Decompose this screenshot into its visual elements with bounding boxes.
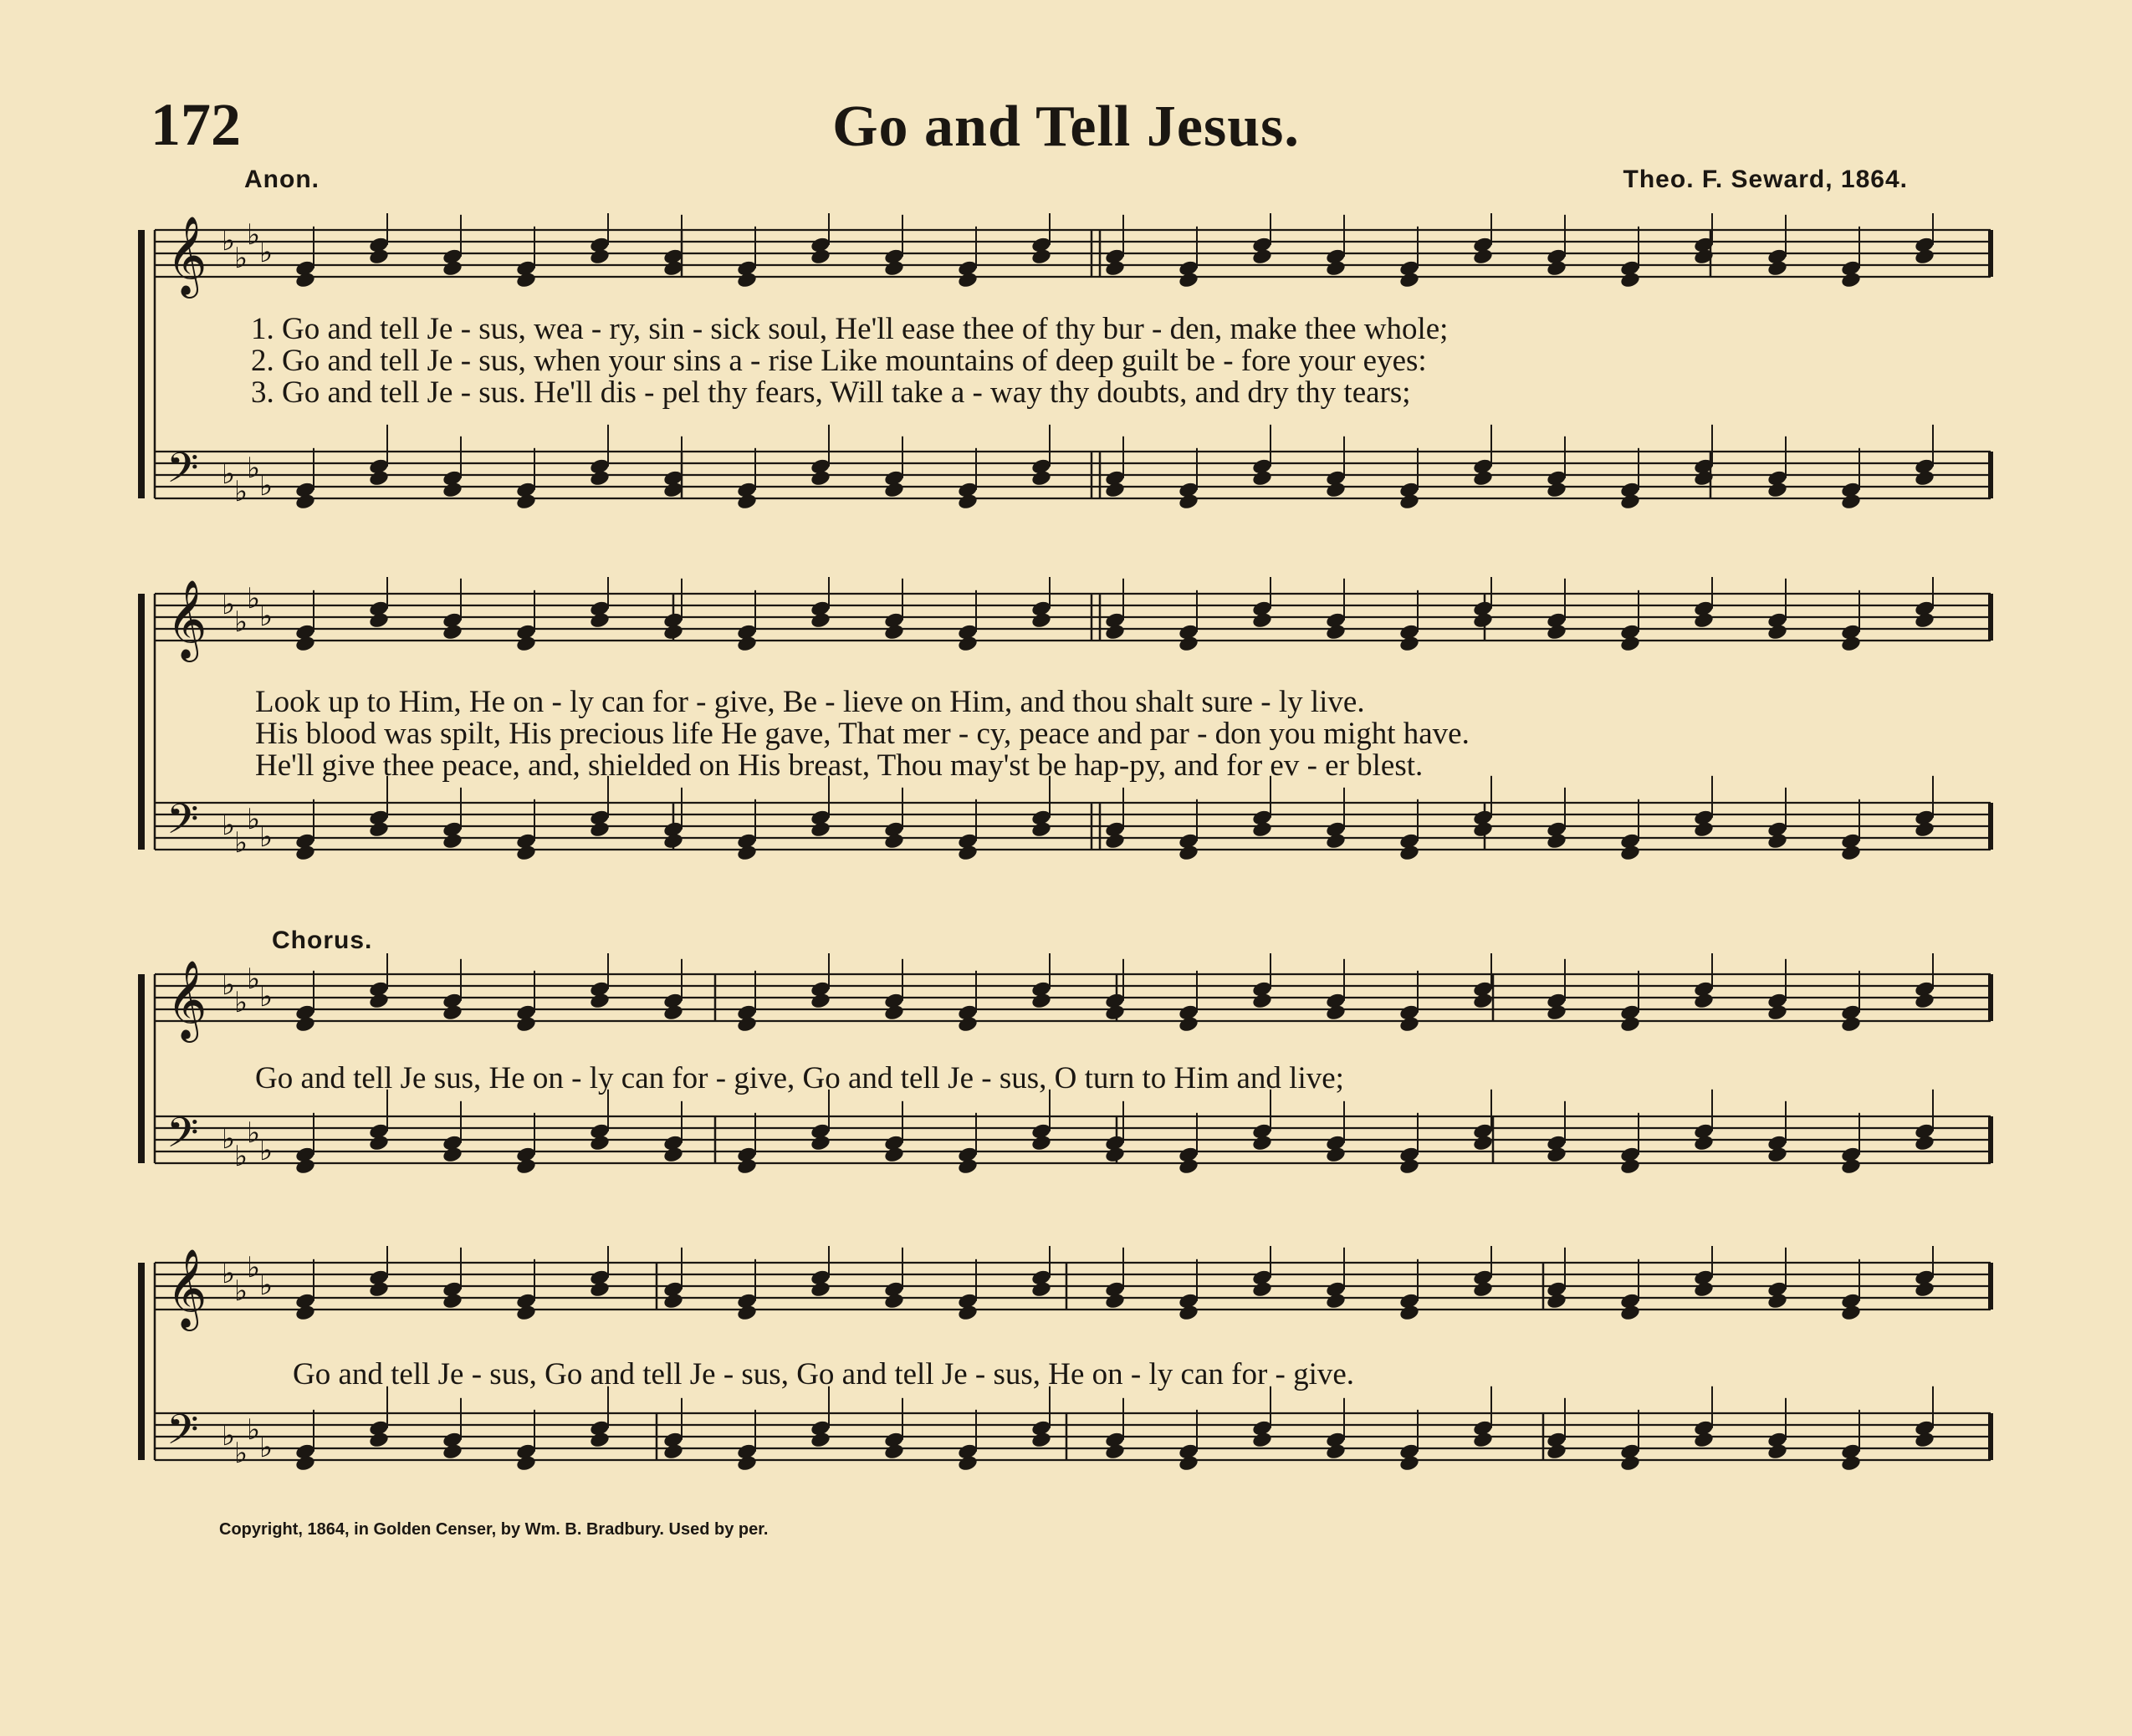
note-head — [294, 635, 316, 653]
note-head — [957, 493, 979, 511]
note-head — [1546, 623, 1567, 641]
note-head — [883, 1146, 905, 1164]
lyric-line: His blood was spilt, His precious life He gave, That mer - cy, peace and par - don you might have. — [255, 717, 1470, 751]
note-head — [1840, 493, 1862, 511]
flat-icon: ♭ — [222, 809, 236, 842]
lyric-line: 3. Go and tell Je - sus. He'll dis - pel thy fears, Will take a - way thy doubts, and dry thy tears; — [251, 375, 1411, 410]
note-head — [1766, 832, 1788, 850]
note-head — [1104, 1003, 1126, 1022]
note-head — [662, 623, 684, 641]
note-head — [515, 1454, 537, 1473]
note-head — [810, 248, 831, 266]
note-head — [736, 1157, 758, 1176]
note-head — [1766, 623, 1788, 641]
note-head — [589, 1431, 611, 1449]
flat-icon: ♭ — [259, 980, 274, 1014]
note-head — [1104, 1292, 1126, 1310]
note-head — [1766, 481, 1788, 499]
note-head — [1251, 1134, 1273, 1152]
note-head — [442, 832, 463, 850]
note-head — [1030, 1431, 1052, 1449]
flat-icon: ♭ — [222, 457, 236, 491]
note-head — [1398, 271, 1420, 289]
note-head — [589, 992, 611, 1010]
note-head — [1914, 248, 1935, 266]
flat-icon: ♭ — [259, 1269, 274, 1302]
note-head — [810, 469, 831, 488]
note-head — [368, 1280, 390, 1299]
note-head — [736, 844, 758, 862]
note-head — [294, 844, 316, 862]
note-head — [294, 271, 316, 289]
note-head — [442, 1292, 463, 1310]
flat-icon: ♭ — [259, 600, 274, 633]
note-head — [1840, 1157, 1862, 1176]
note-head — [1251, 469, 1273, 488]
note-head — [810, 820, 831, 839]
note-head — [662, 832, 684, 850]
treble-staff — [155, 953, 1991, 1043]
note-head — [1693, 1134, 1715, 1152]
note-head — [1840, 1454, 1862, 1473]
note-head — [1619, 1157, 1641, 1176]
lyric-line: He'll give thee peace, and, shielded on His breast, Thou may'st be hap-py, and for ev - er blest. — [255, 748, 1424, 783]
note-head — [1914, 611, 1935, 630]
note-head — [368, 1134, 390, 1152]
words-credit: Anon. — [244, 166, 320, 193]
bass-staff — [155, 1090, 1991, 1176]
note-head — [1693, 1280, 1715, 1299]
note-head — [1546, 1146, 1567, 1164]
note-head — [1840, 271, 1862, 289]
note-head — [736, 635, 758, 653]
note-head — [1251, 992, 1273, 1010]
note-head — [1030, 469, 1052, 488]
note-head — [1914, 469, 1935, 488]
note-head — [515, 844, 537, 862]
lyric-line: 1. Go and tell Je - sus, wea - ry, sin - sick soul, He'll ease thee of thy bur - den, make thee whole; — [251, 312, 1449, 346]
flat-icon: ♭ — [247, 1116, 261, 1150]
note-head — [1766, 1442, 1788, 1461]
note-head — [1030, 611, 1052, 630]
hymn-number: 172 — [151, 91, 241, 158]
note-head — [515, 1304, 537, 1322]
note-head — [442, 259, 463, 278]
note-head — [294, 1304, 316, 1322]
note-head — [1472, 1431, 1494, 1449]
note-head — [515, 493, 537, 511]
note-head — [515, 635, 537, 653]
note-head — [1472, 248, 1494, 266]
note-head — [1840, 635, 1862, 653]
note-head — [883, 1442, 905, 1461]
note-head — [368, 248, 390, 266]
flat-icon: ♭ — [259, 1134, 274, 1167]
treble-clef-icon: 𝄞 — [166, 1248, 207, 1328]
note-head — [810, 1431, 831, 1449]
note-head — [1251, 820, 1273, 839]
note-head — [442, 481, 463, 499]
note-head — [736, 1304, 758, 1322]
note-head — [368, 992, 390, 1010]
note-head — [1693, 1431, 1715, 1449]
copyright-notice: Copyright, 1864, in Golden Censer, by Wm. B. Bradbury. Used by per. — [219, 1520, 769, 1539]
note-head — [1472, 992, 1494, 1010]
note-head — [1251, 1280, 1273, 1299]
flat-icon: ♭ — [247, 803, 261, 836]
note-head — [883, 832, 905, 850]
note-head — [957, 635, 979, 653]
flat-icon: ♭ — [234, 242, 248, 275]
note-head — [1914, 1134, 1935, 1152]
note-head — [589, 1280, 611, 1299]
note-head — [1104, 832, 1126, 850]
note-head — [1325, 259, 1347, 278]
note-head — [1766, 1146, 1788, 1164]
note-head — [1104, 1146, 1126, 1164]
note-head — [294, 1454, 316, 1473]
lyric-line: 2. Go and tell Je - sus, when your sins a - rise Like mountains of deep guilt be - fore your eyes: — [251, 344, 1427, 378]
flat-icon: ♭ — [247, 1251, 261, 1284]
note-head — [1178, 635, 1199, 653]
note-head — [1840, 1304, 1862, 1322]
note-head — [957, 1454, 979, 1473]
note-head — [442, 623, 463, 641]
note-head — [294, 1157, 316, 1176]
note-head — [1914, 1280, 1935, 1299]
note-head — [442, 1003, 463, 1022]
note-head — [883, 1003, 905, 1022]
note-head — [1251, 248, 1273, 266]
note-head — [1325, 1003, 1347, 1022]
bass-clef-icon: 𝄢 — [166, 795, 199, 854]
note-head — [1472, 1280, 1494, 1299]
treble-clef-icon: 𝄞 — [166, 960, 207, 1039]
note-head — [1766, 1292, 1788, 1310]
flat-icon: ♭ — [247, 218, 261, 252]
note-head — [1030, 1134, 1052, 1152]
bass-staff — [155, 776, 1991, 862]
lyric-line: Go and tell Je - sus, Go and tell Je - sus, Go and tell Je - sus, He on - ly can for - give. — [293, 1357, 1355, 1391]
note-head — [1546, 1442, 1567, 1461]
treble-staff — [155, 577, 1991, 662]
note-head — [957, 1304, 979, 1322]
note-head — [1766, 1003, 1788, 1022]
note-head — [736, 1454, 758, 1473]
note-head — [736, 493, 758, 511]
music-system-4 — [138, 1246, 1999, 1514]
note-head — [1104, 1442, 1126, 1461]
note-head — [1325, 481, 1347, 499]
treble-staff — [155, 213, 1991, 299]
note-head — [1251, 611, 1273, 630]
note-head — [1619, 1454, 1641, 1473]
note-head — [1178, 271, 1199, 289]
flat-icon: ♭ — [259, 469, 274, 503]
flat-icon: ♭ — [247, 582, 261, 615]
flat-icon: ♭ — [234, 986, 248, 1019]
note-head — [1546, 259, 1567, 278]
note-head — [1546, 832, 1567, 850]
hymn-title: Go and Tell Jesus. — [832, 94, 1300, 159]
flat-icon: ♭ — [222, 1419, 236, 1453]
note-head — [883, 1292, 905, 1310]
note-head — [1619, 493, 1641, 511]
note-head — [589, 1134, 611, 1152]
note-head — [1178, 1157, 1199, 1176]
lyric-line: Go and tell Je sus, He on - ly can for - give, Go and tell Je - sus, O turn to Him and live; — [255, 1061, 1344, 1095]
note-head — [515, 1015, 537, 1034]
note-head — [589, 820, 611, 839]
flat-icon: ♭ — [247, 962, 261, 996]
note-head — [294, 493, 316, 511]
note-head — [589, 611, 611, 630]
note-head — [1104, 259, 1126, 278]
note-head — [1840, 1015, 1862, 1034]
note-head — [368, 469, 390, 488]
bass-clef-icon: 𝄢 — [166, 1406, 199, 1464]
note-head — [1693, 820, 1715, 839]
note-head — [589, 469, 611, 488]
lyric-line: Look up to Him, He on - ly can for - give, Be - lieve on Him, and thou shalt sure - ly live. — [255, 685, 1365, 719]
note-head — [1030, 1280, 1052, 1299]
note-head — [1104, 623, 1126, 641]
note-head — [1398, 493, 1420, 511]
note-head — [1914, 820, 1935, 839]
treble-staff — [155, 1246, 1991, 1331]
note-head — [1546, 1292, 1567, 1310]
note-head — [515, 271, 537, 289]
note-head — [662, 1442, 684, 1461]
flat-icon: ♭ — [222, 588, 236, 621]
note-head — [368, 1431, 390, 1449]
note-head — [442, 1146, 463, 1164]
note-head — [1619, 271, 1641, 289]
note-head — [883, 481, 905, 499]
note-head — [1398, 844, 1420, 862]
note-head — [662, 1003, 684, 1022]
flat-icon: ♭ — [222, 968, 236, 1002]
note-head — [1546, 481, 1567, 499]
note-head — [1325, 1292, 1347, 1310]
note-head — [1693, 611, 1715, 630]
note-head — [1472, 469, 1494, 488]
note-head — [1178, 1015, 1199, 1034]
note-head — [883, 259, 905, 278]
note-head — [1325, 1146, 1347, 1164]
treble-clef-icon: 𝄞 — [166, 216, 207, 295]
note-head — [1178, 493, 1199, 511]
music-system-3 — [138, 953, 1999, 1213]
note-head — [810, 1280, 831, 1299]
note-head — [368, 611, 390, 630]
note-head — [1030, 992, 1052, 1010]
bass-staff — [155, 425, 1991, 511]
note-head — [1693, 992, 1715, 1010]
note-head — [1840, 844, 1862, 862]
note-head — [1398, 1157, 1420, 1176]
note-head — [957, 1157, 979, 1176]
music-credit: Theo. F. Seward, 1864. — [1623, 166, 1908, 193]
treble-clef-icon: 𝄞 — [166, 580, 207, 659]
note-head — [515, 1157, 537, 1176]
note-head — [810, 611, 831, 630]
chorus-label: Chorus. — [272, 927, 373, 954]
note-head — [1030, 820, 1052, 839]
flat-icon: ♭ — [234, 1437, 248, 1470]
flat-icon: ♭ — [259, 236, 274, 269]
note-head — [1398, 1304, 1420, 1322]
page-header — [0, 0, 2132, 201]
note-head — [957, 1015, 979, 1034]
bass-clef-icon: 𝄢 — [166, 1109, 199, 1167]
bass-clef-icon: 𝄢 — [166, 444, 199, 503]
note-head — [1251, 1431, 1273, 1449]
note-head — [1914, 1431, 1935, 1449]
flat-icon: ♭ — [234, 475, 248, 508]
note-head — [662, 1292, 684, 1310]
note-head — [1914, 992, 1935, 1010]
flat-icon: ♭ — [222, 224, 236, 258]
flat-icon: ♭ — [222, 1122, 236, 1156]
note-head — [1619, 1015, 1641, 1034]
note-head — [736, 1015, 758, 1034]
note-head — [1178, 844, 1199, 862]
note-head — [1472, 1134, 1494, 1152]
note-head — [368, 820, 390, 839]
note-head — [1398, 1454, 1420, 1473]
bass-staff — [155, 1386, 1991, 1473]
flat-icon: ♭ — [234, 605, 248, 639]
note-head — [1472, 820, 1494, 839]
note-head — [1619, 635, 1641, 653]
note-head — [1472, 611, 1494, 630]
note-head — [1325, 623, 1347, 641]
flat-icon: ♭ — [247, 1413, 261, 1447]
flat-icon: ♭ — [234, 1274, 248, 1308]
note-head — [1398, 635, 1420, 653]
note-head — [589, 248, 611, 266]
music-system-1 — [138, 213, 1999, 539]
note-head — [957, 271, 979, 289]
note-head — [1766, 259, 1788, 278]
music-system-2 — [138, 577, 1999, 895]
flat-icon: ♭ — [222, 1257, 236, 1290]
flat-icon: ♭ — [259, 820, 274, 854]
note-head — [1325, 1442, 1347, 1461]
flat-icon: ♭ — [259, 1431, 274, 1464]
flat-icon: ♭ — [234, 1140, 248, 1173]
note-head — [1546, 1003, 1567, 1022]
note-head — [662, 1146, 684, 1164]
note-head — [957, 844, 979, 862]
flat-icon: ♭ — [234, 826, 248, 860]
note-head — [294, 1015, 316, 1034]
note-head — [810, 1134, 831, 1152]
note-head — [1619, 1304, 1641, 1322]
note-head — [1104, 481, 1126, 499]
note-head — [810, 992, 831, 1010]
flat-icon: ♭ — [247, 452, 261, 485]
note-head — [1178, 1454, 1199, 1473]
note-head — [1398, 1015, 1420, 1034]
note-head — [1178, 1304, 1199, 1322]
note-head — [442, 1442, 463, 1461]
note-head — [1619, 844, 1641, 862]
note-head — [883, 623, 905, 641]
note-head — [736, 271, 758, 289]
note-head — [1030, 248, 1052, 266]
note-head — [1325, 832, 1347, 850]
